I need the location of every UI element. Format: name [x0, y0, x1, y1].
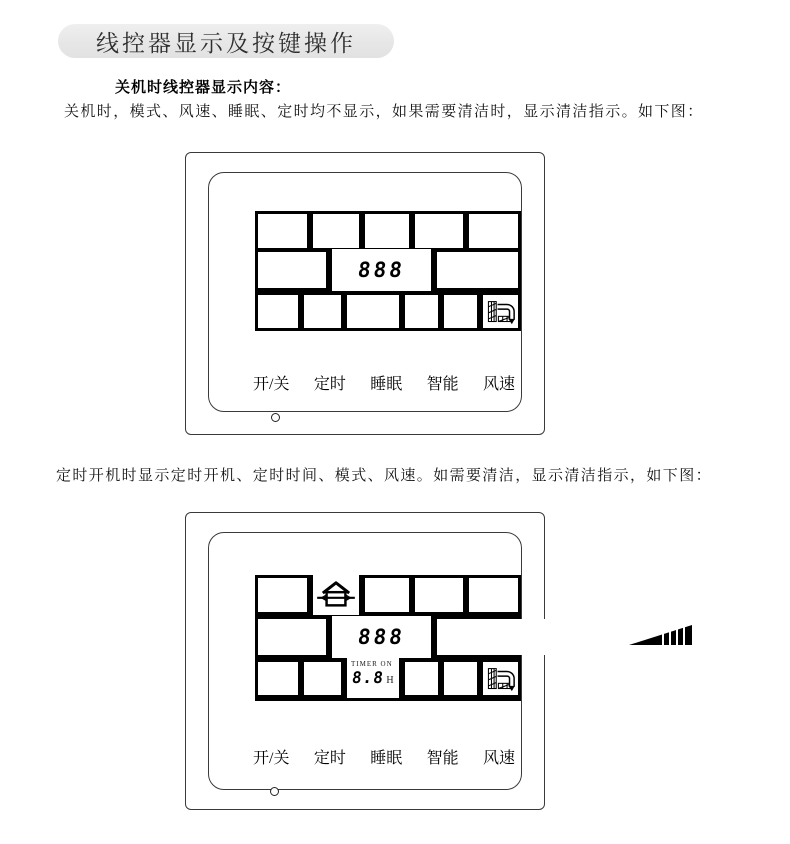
seven-segment-digits: 888 — [356, 258, 407, 282]
sleep-button-label: 睡眠 — [370, 750, 403, 767]
controller-faceplate — [208, 172, 522, 412]
timer-hour-unit: H — [386, 675, 394, 686]
lcd-segment-cell — [469, 578, 518, 612]
controller-diagram-off — [185, 152, 545, 435]
power-button-label: 开/关 — [253, 750, 290, 767]
section-title-banner — [58, 24, 394, 58]
lcd-segment-cell — [444, 295, 477, 328]
timer-on-label: TIMER ON — [351, 660, 393, 668]
lcd-segment-cell — [437, 252, 518, 288]
lcd-segment-cell — [405, 662, 438, 695]
smart-button-label: 智能 — [426, 750, 459, 767]
timer-state-paragraph: 定时开机时显示定时开机、定时时间、模式、风速。如需要清洁，显示清洁指示，如下图： — [56, 467, 713, 484]
button-label-row — [253, 745, 515, 768]
power-button-label: 开/关 — [253, 376, 290, 393]
lcd-row-1 — [258, 578, 518, 615]
off-state-paragraph: 关机时，模式、风速、睡眠、定时均不显示，如果需要清洁时，显示清洁指示。如下图： — [64, 103, 704, 120]
lcd-segment-cell — [258, 578, 307, 612]
controller-faceplate — [208, 532, 522, 790]
lcd-segment-cell — [258, 252, 326, 288]
temperature-display-cell — [332, 616, 431, 658]
page-title: 线控器显示及按键操作 — [96, 29, 356, 56]
lcd-segment-cell — [469, 214, 518, 248]
lcd-row-3 — [258, 295, 518, 328]
timer-button-label: 定时 — [313, 750, 346, 767]
lcd-segment-cell — [258, 214, 307, 248]
timer-button-label: 定时 — [313, 376, 346, 393]
lcd-segment-cell — [304, 662, 341, 695]
lcd-row-1 — [258, 214, 518, 248]
clean-filter-indicator-icon — [483, 662, 518, 695]
lcd-segment-cell — [444, 662, 477, 695]
power-led-indicator — [271, 413, 280, 422]
auto-ventilation-house-icon — [313, 575, 359, 615]
sleep-button-label: 睡眠 — [370, 376, 403, 393]
lcd-segment-cell — [415, 578, 463, 612]
lcd-segment-cell — [258, 662, 298, 695]
mode-indicator-cell — [313, 575, 359, 615]
lcd-row-2 — [258, 252, 518, 291]
lcd-display — [255, 211, 521, 331]
seven-segment-digits: 888 — [356, 625, 407, 649]
fanspeed-button-label: 风速 — [482, 750, 515, 767]
temperature-display-cell — [332, 249, 431, 291]
clean-filter-indicator-icon — [483, 295, 518, 328]
lcd-segment-cell — [313, 214, 359, 248]
power-led-indicator — [270, 787, 279, 796]
lcd-segment-cell — [304, 295, 341, 328]
lcd-segment-cell — [365, 214, 409, 248]
fan-speed-cell — [437, 619, 697, 655]
lcd-segment-cell — [258, 295, 298, 328]
controller-diagram-timer — [185, 512, 545, 810]
off-state-heading: 关机时线控器显示内容： — [115, 79, 292, 96]
lcd-segment-cell — [405, 295, 438, 328]
fan-speed-ramp-icon — [629, 624, 693, 651]
button-label-row — [253, 371, 515, 394]
clean-indicator-cell — [483, 662, 518, 695]
lcd-segment-cell — [415, 214, 463, 248]
smart-button-label: 智能 — [426, 376, 459, 393]
timer-seven-segment: 8.8 — [351, 668, 386, 687]
timer-display-cell — [347, 658, 399, 698]
lcd-row-2 — [258, 619, 518, 658]
lcd-segment-cell — [258, 619, 326, 655]
lcd-row-3 — [258, 662, 518, 698]
fanspeed-button-label: 风速 — [482, 376, 515, 393]
lcd-display — [255, 575, 521, 701]
lcd-segment-cell — [347, 295, 399, 328]
lcd-segment-cell — [365, 578, 409, 612]
clean-indicator-cell — [483, 295, 518, 328]
